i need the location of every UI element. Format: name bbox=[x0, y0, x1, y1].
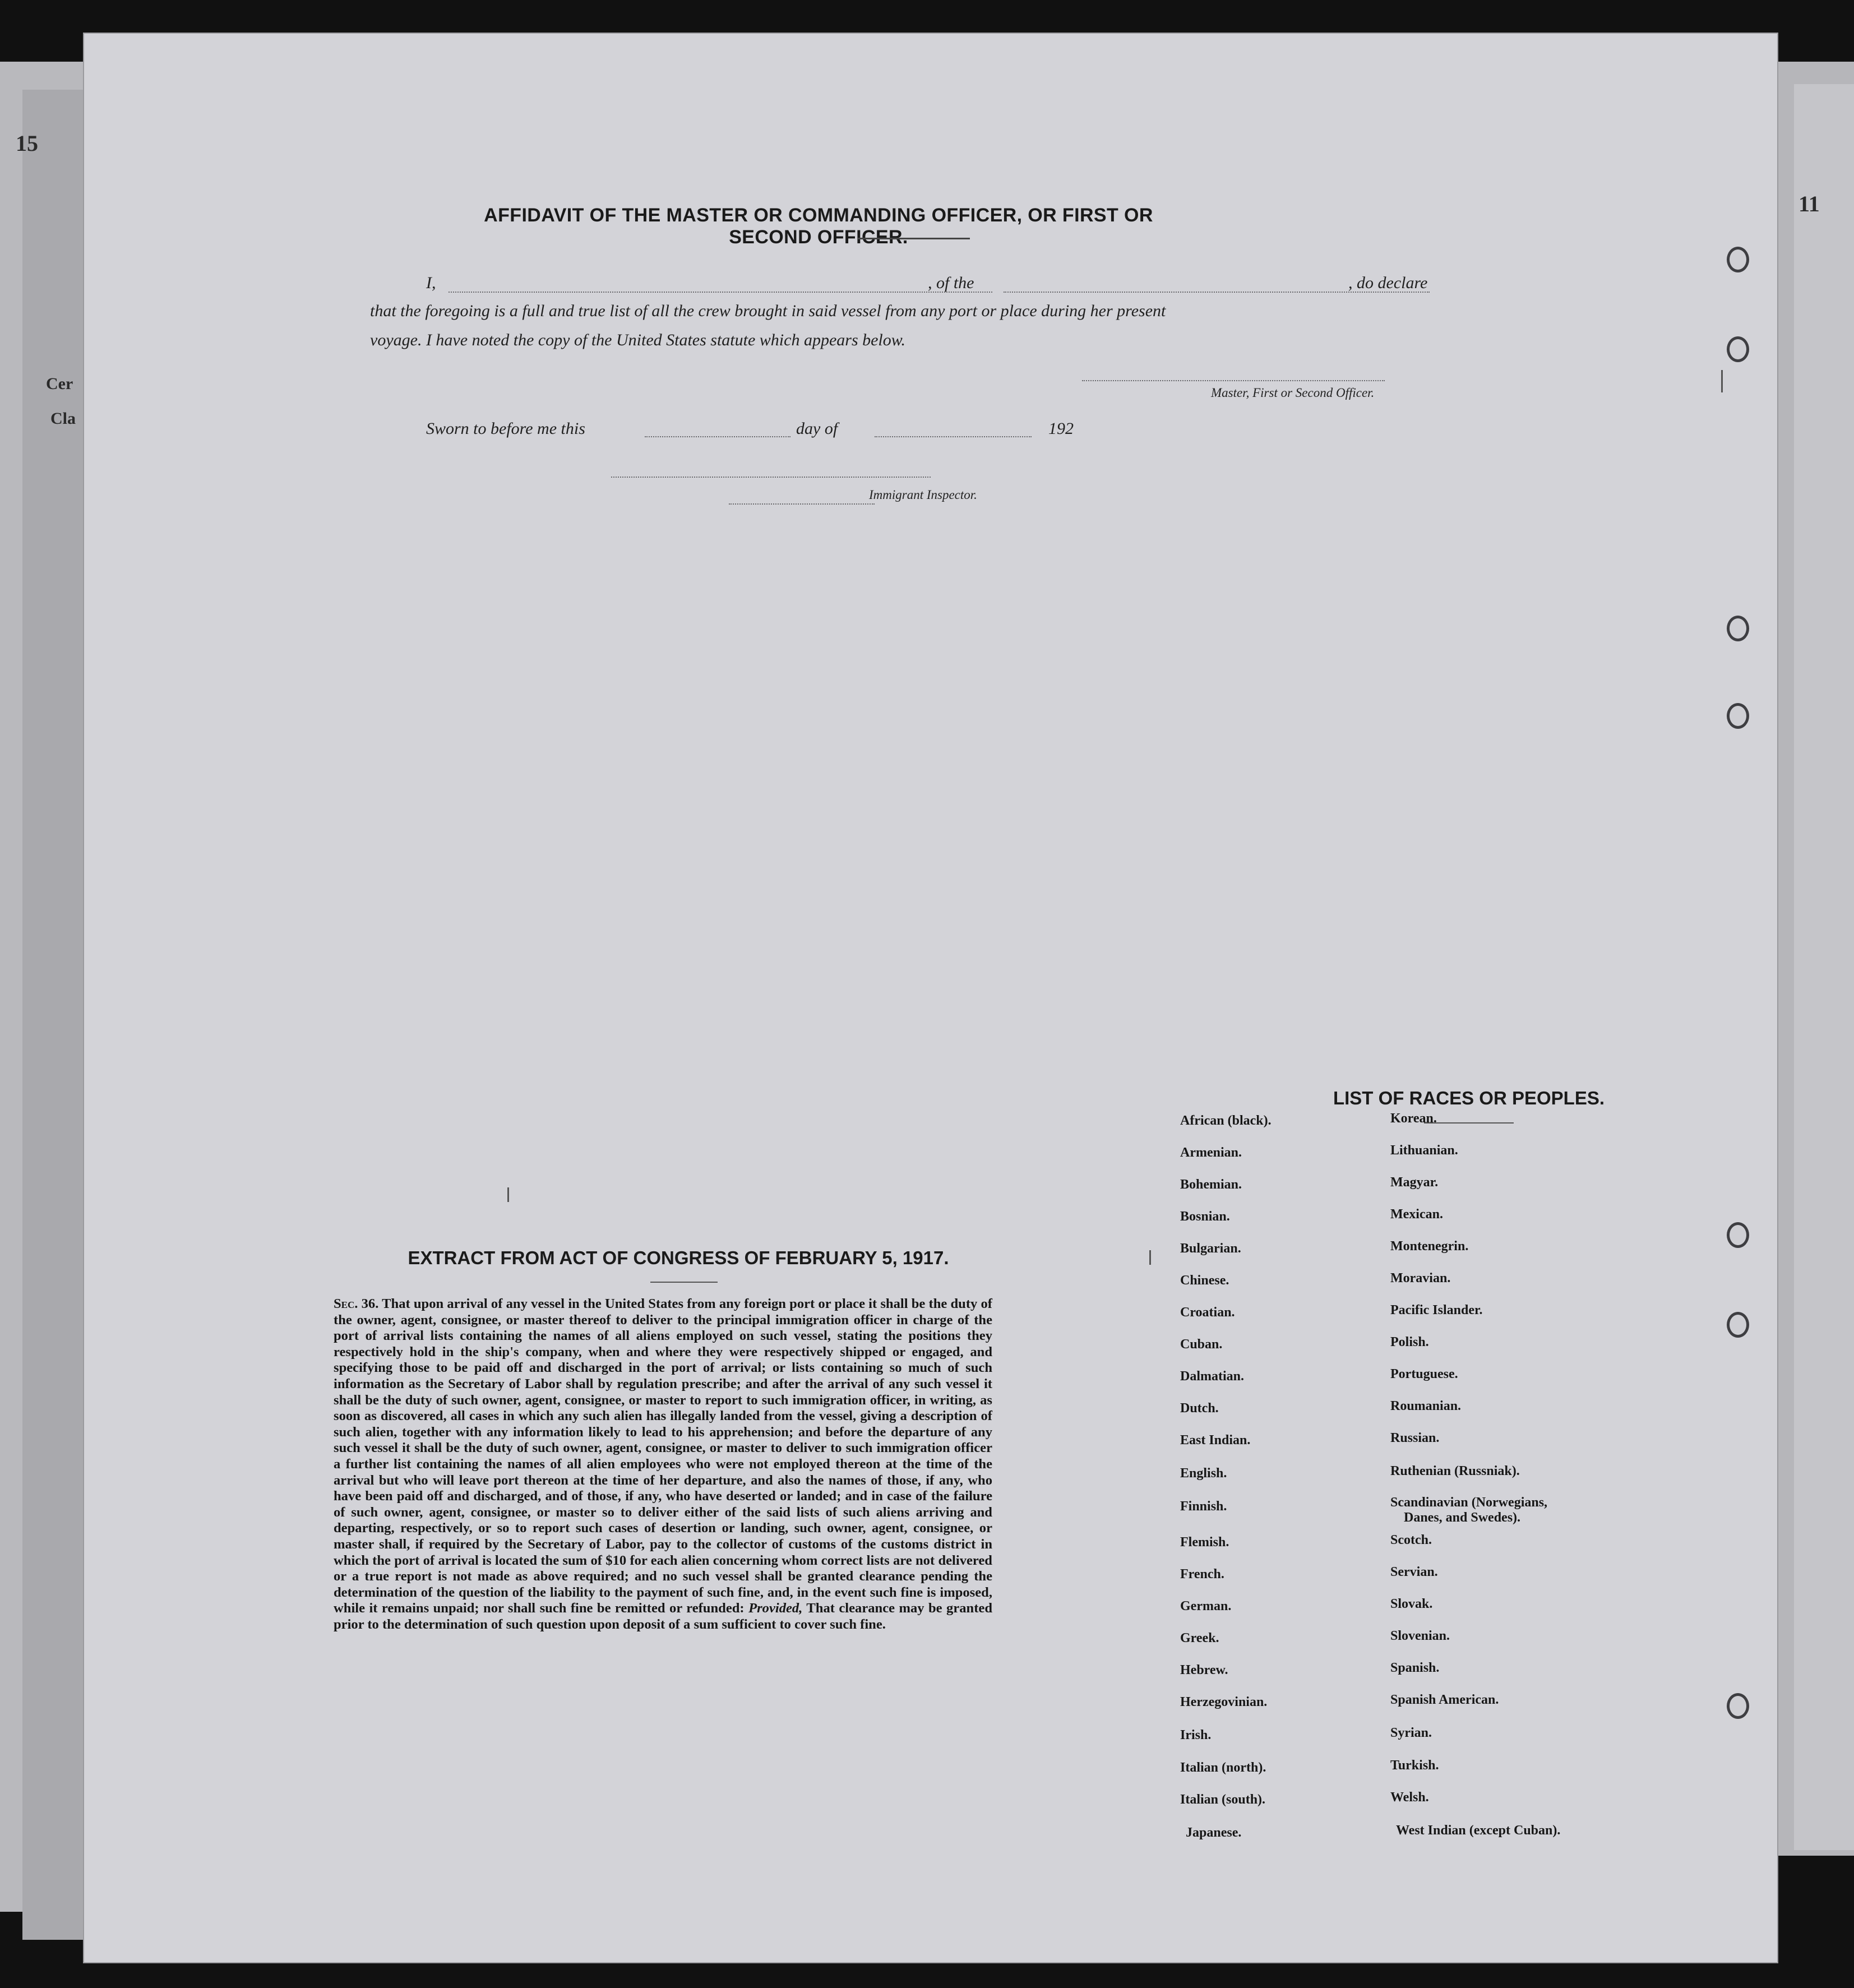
inspector-signature-blank-lower[interactable] bbox=[729, 503, 875, 505]
inspector-signature-blank-upper[interactable] bbox=[611, 477, 931, 478]
sworn-day-blank[interactable] bbox=[645, 436, 790, 437]
race-left-item: Italian (south). bbox=[1180, 1792, 1266, 1807]
race-right-item: Turkish. bbox=[1390, 1758, 1439, 1773]
race-left-item: Irish. bbox=[1180, 1728, 1212, 1742]
race-right-item: Spanish. bbox=[1390, 1661, 1440, 1675]
race-right-item: Mexican. bbox=[1390, 1207, 1443, 1222]
race-right-item: Slovenian. bbox=[1390, 1629, 1450, 1643]
race-right-item: Scandinavian (Norwegians, Danes, and Swedes). bbox=[1390, 1495, 1548, 1525]
adjacent-page-left-edge bbox=[22, 90, 84, 1940]
officer-signature-caption: Master, First or Second Officer. bbox=[1211, 386, 1375, 400]
race-left-item: English. bbox=[1180, 1466, 1227, 1481]
extract-body bbox=[334, 1296, 992, 1633]
declaration-line-3: voyage. I have noted the copy of the United States statute which appears below. bbox=[370, 331, 906, 349]
race-right-item: Ruthenian (Russniak). bbox=[1390, 1464, 1520, 1478]
binder-hole bbox=[1727, 336, 1749, 362]
race-left-item: African (black). bbox=[1180, 1113, 1272, 1128]
races-title: LIST OF RACES OR PEOPLES. bbox=[1333, 1088, 1605, 1108]
race-right-item: Lithuanian. bbox=[1390, 1143, 1458, 1158]
race-right-item: Korean. bbox=[1390, 1111, 1437, 1126]
race-right-item: Montenegrin. bbox=[1390, 1239, 1469, 1254]
section-label: Sec. 36. bbox=[334, 1296, 379, 1311]
stray-mark bbox=[1721, 370, 1723, 392]
race-right-item: Moravian. bbox=[1390, 1271, 1451, 1286]
race-left-item: Bosnian. bbox=[1180, 1209, 1230, 1224]
race-right-item: Magyar. bbox=[1390, 1175, 1439, 1190]
proviso-word: Provided, bbox=[748, 1601, 803, 1616]
sworn-year: 192 bbox=[1048, 419, 1074, 438]
right-page-number-fragment: 11 bbox=[1798, 191, 1820, 216]
extract-rule bbox=[650, 1282, 718, 1283]
declaration-of-the: , of the bbox=[928, 274, 974, 292]
race-left-item: Dutch. bbox=[1180, 1401, 1219, 1416]
sworn-month-blank[interactable] bbox=[875, 436, 1032, 437]
race-left-item: Greek. bbox=[1180, 1631, 1219, 1645]
sworn-prefix: Sworn to before me this bbox=[426, 419, 585, 438]
affidavit-title: AFFIDAVIT OF THE MASTER OR COMMANDING OFFICER, OR FIRST OR SECOND OFFICER. bbox=[484, 205, 1153, 248]
race-right-item: Pacific Islander. bbox=[1390, 1303, 1483, 1317]
races-rule bbox=[1424, 1122, 1514, 1124]
race-right-item: Welsh. bbox=[1390, 1790, 1429, 1805]
section-text-end: That clearance may be granted prior to the determination of such question upon deposit of a sum sufficient to cover such fine. bbox=[334, 1601, 992, 1632]
race-right-item: Slovak. bbox=[1390, 1597, 1433, 1611]
race-right-item: Russian. bbox=[1390, 1431, 1440, 1445]
left-text-fragment-2: Cla bbox=[50, 409, 76, 428]
binder-hole bbox=[1727, 1222, 1749, 1248]
sworn-day-of: day of bbox=[796, 419, 838, 438]
race-left-item: East Indian. bbox=[1180, 1433, 1251, 1448]
inspector-caption: Immigrant Inspector. bbox=[869, 488, 977, 502]
title-rule bbox=[858, 238, 970, 239]
race-right-item: Scotch. bbox=[1390, 1533, 1432, 1547]
race-left-item: Bohemian. bbox=[1180, 1177, 1242, 1192]
binder-hole bbox=[1727, 1693, 1749, 1719]
race-left-item: Hebrew. bbox=[1180, 1663, 1228, 1677]
race-right-item: Portuguese. bbox=[1390, 1367, 1458, 1381]
race-right-item: Polish. bbox=[1390, 1335, 1429, 1349]
declaration-i: I, bbox=[426, 274, 436, 292]
binder-hole bbox=[1727, 247, 1749, 272]
section-text: That upon arrival of any vessel in the United States from any foreign port or place it shall be the duty of the owner, agent, consignee, or master thereof to deliver to the principal immigration officer in charge of the port of arrival lists containing the names of all aliens employed on such vessel, stating the positions they respectively hold in the ship's company, when and where they were respectively shipped or engaged, and specifying those to be paid off and discharged in the port of arrival; or lists containing so much of such information as the Secretary of Labor shall by regulation prescribe; and after the arrival of any such vessel it shall be the duty of such owner, agent, consignee, or master to report to such immigration officer, in writing, as soon as discovered, all cases in which any such alien has illegally landed from the vessel, giving a description of such alien, together with any information likely to lead to his apprehension; and before the departure of any such vessel it shall be the duty of such owner, agent, consignee, or master to deliver to such immigration officer a further list containing the names of all alien employees who were not employed thereon at the time of the arrival but who will leave port thereon at the time of her departure, and also the names of those, if any, who have been paid off and discharged, and of those, if any, who have deserted or landed; and in case of the failure of such owner, agent, consignee, or master so to deliver either of the said lists of such aliens arriving and departing, respectively, or so to report such cases of desertion or landing, such owner, agent, consignee, or master shall, if required by the Secretary of Labor, pay to the collector of customs of the customs district in which the port of arrival is located the sum of $10 for each alien concerning whom correct lists are not delivered or a true report is not made as above required; and no such vessel shall be granted clearance pending the determination of the question of the liability to the payment of such fine, and, in the event such fine is imposed, while it remains unpaid; nor shall such fine be remitted or refunded: bbox=[334, 1296, 992, 1616]
officer-signature-blank[interactable] bbox=[1082, 380, 1385, 381]
race-left-item: French. bbox=[1180, 1567, 1224, 1582]
race-left-item: Armenian. bbox=[1180, 1145, 1242, 1160]
manifest-page bbox=[84, 34, 1777, 1962]
binder-hole bbox=[1727, 703, 1749, 729]
master-name-blank[interactable] bbox=[449, 292, 992, 293]
declaration-do-declare: , do declare bbox=[1348, 274, 1428, 292]
race-left-item: Cuban. bbox=[1180, 1337, 1223, 1352]
binder-hole bbox=[1727, 616, 1749, 641]
left-text-fragment-1: Cer bbox=[46, 375, 73, 393]
race-right-item: Spanish American. bbox=[1390, 1693, 1499, 1707]
binder-hole bbox=[1727, 1312, 1749, 1338]
race-left-item: Chinese. bbox=[1180, 1273, 1229, 1288]
race-left-item: Italian (north). bbox=[1180, 1760, 1266, 1775]
left-page-number-fragment: 15 bbox=[16, 131, 38, 156]
race-left-item: Japanese. bbox=[1186, 1825, 1242, 1840]
race-left-item: Herzegovinian. bbox=[1180, 1695, 1268, 1709]
race-right-item: West Indian (except Cuban). bbox=[1396, 1823, 1561, 1838]
stray-mark bbox=[507, 1187, 509, 1202]
race-right-item: Syrian. bbox=[1390, 1726, 1432, 1740]
declaration-line-2: that the foregoing is a full and true list of all the crew brought in said vessel from any port or place during her present bbox=[370, 302, 1166, 320]
extract-title: EXTRACT FROM ACT OF CONGRESS OF FEBRUARY 5, 1917. bbox=[408, 1247, 949, 1268]
race-left-item: Dalmatian. bbox=[1180, 1369, 1244, 1384]
adjacent-page-right-edge bbox=[1794, 84, 1854, 1850]
race-left-item: Finnish. bbox=[1180, 1499, 1227, 1514]
race-right-item: Servian. bbox=[1390, 1565, 1438, 1579]
race-left-item: Flemish. bbox=[1180, 1535, 1229, 1550]
race-left-item: Croatian. bbox=[1180, 1305, 1235, 1320]
race-left-item: Bulgarian. bbox=[1180, 1241, 1241, 1256]
stray-mark bbox=[1149, 1250, 1151, 1265]
race-right-item: Roumanian. bbox=[1390, 1399, 1462, 1413]
race-left-item: German. bbox=[1180, 1599, 1232, 1613]
